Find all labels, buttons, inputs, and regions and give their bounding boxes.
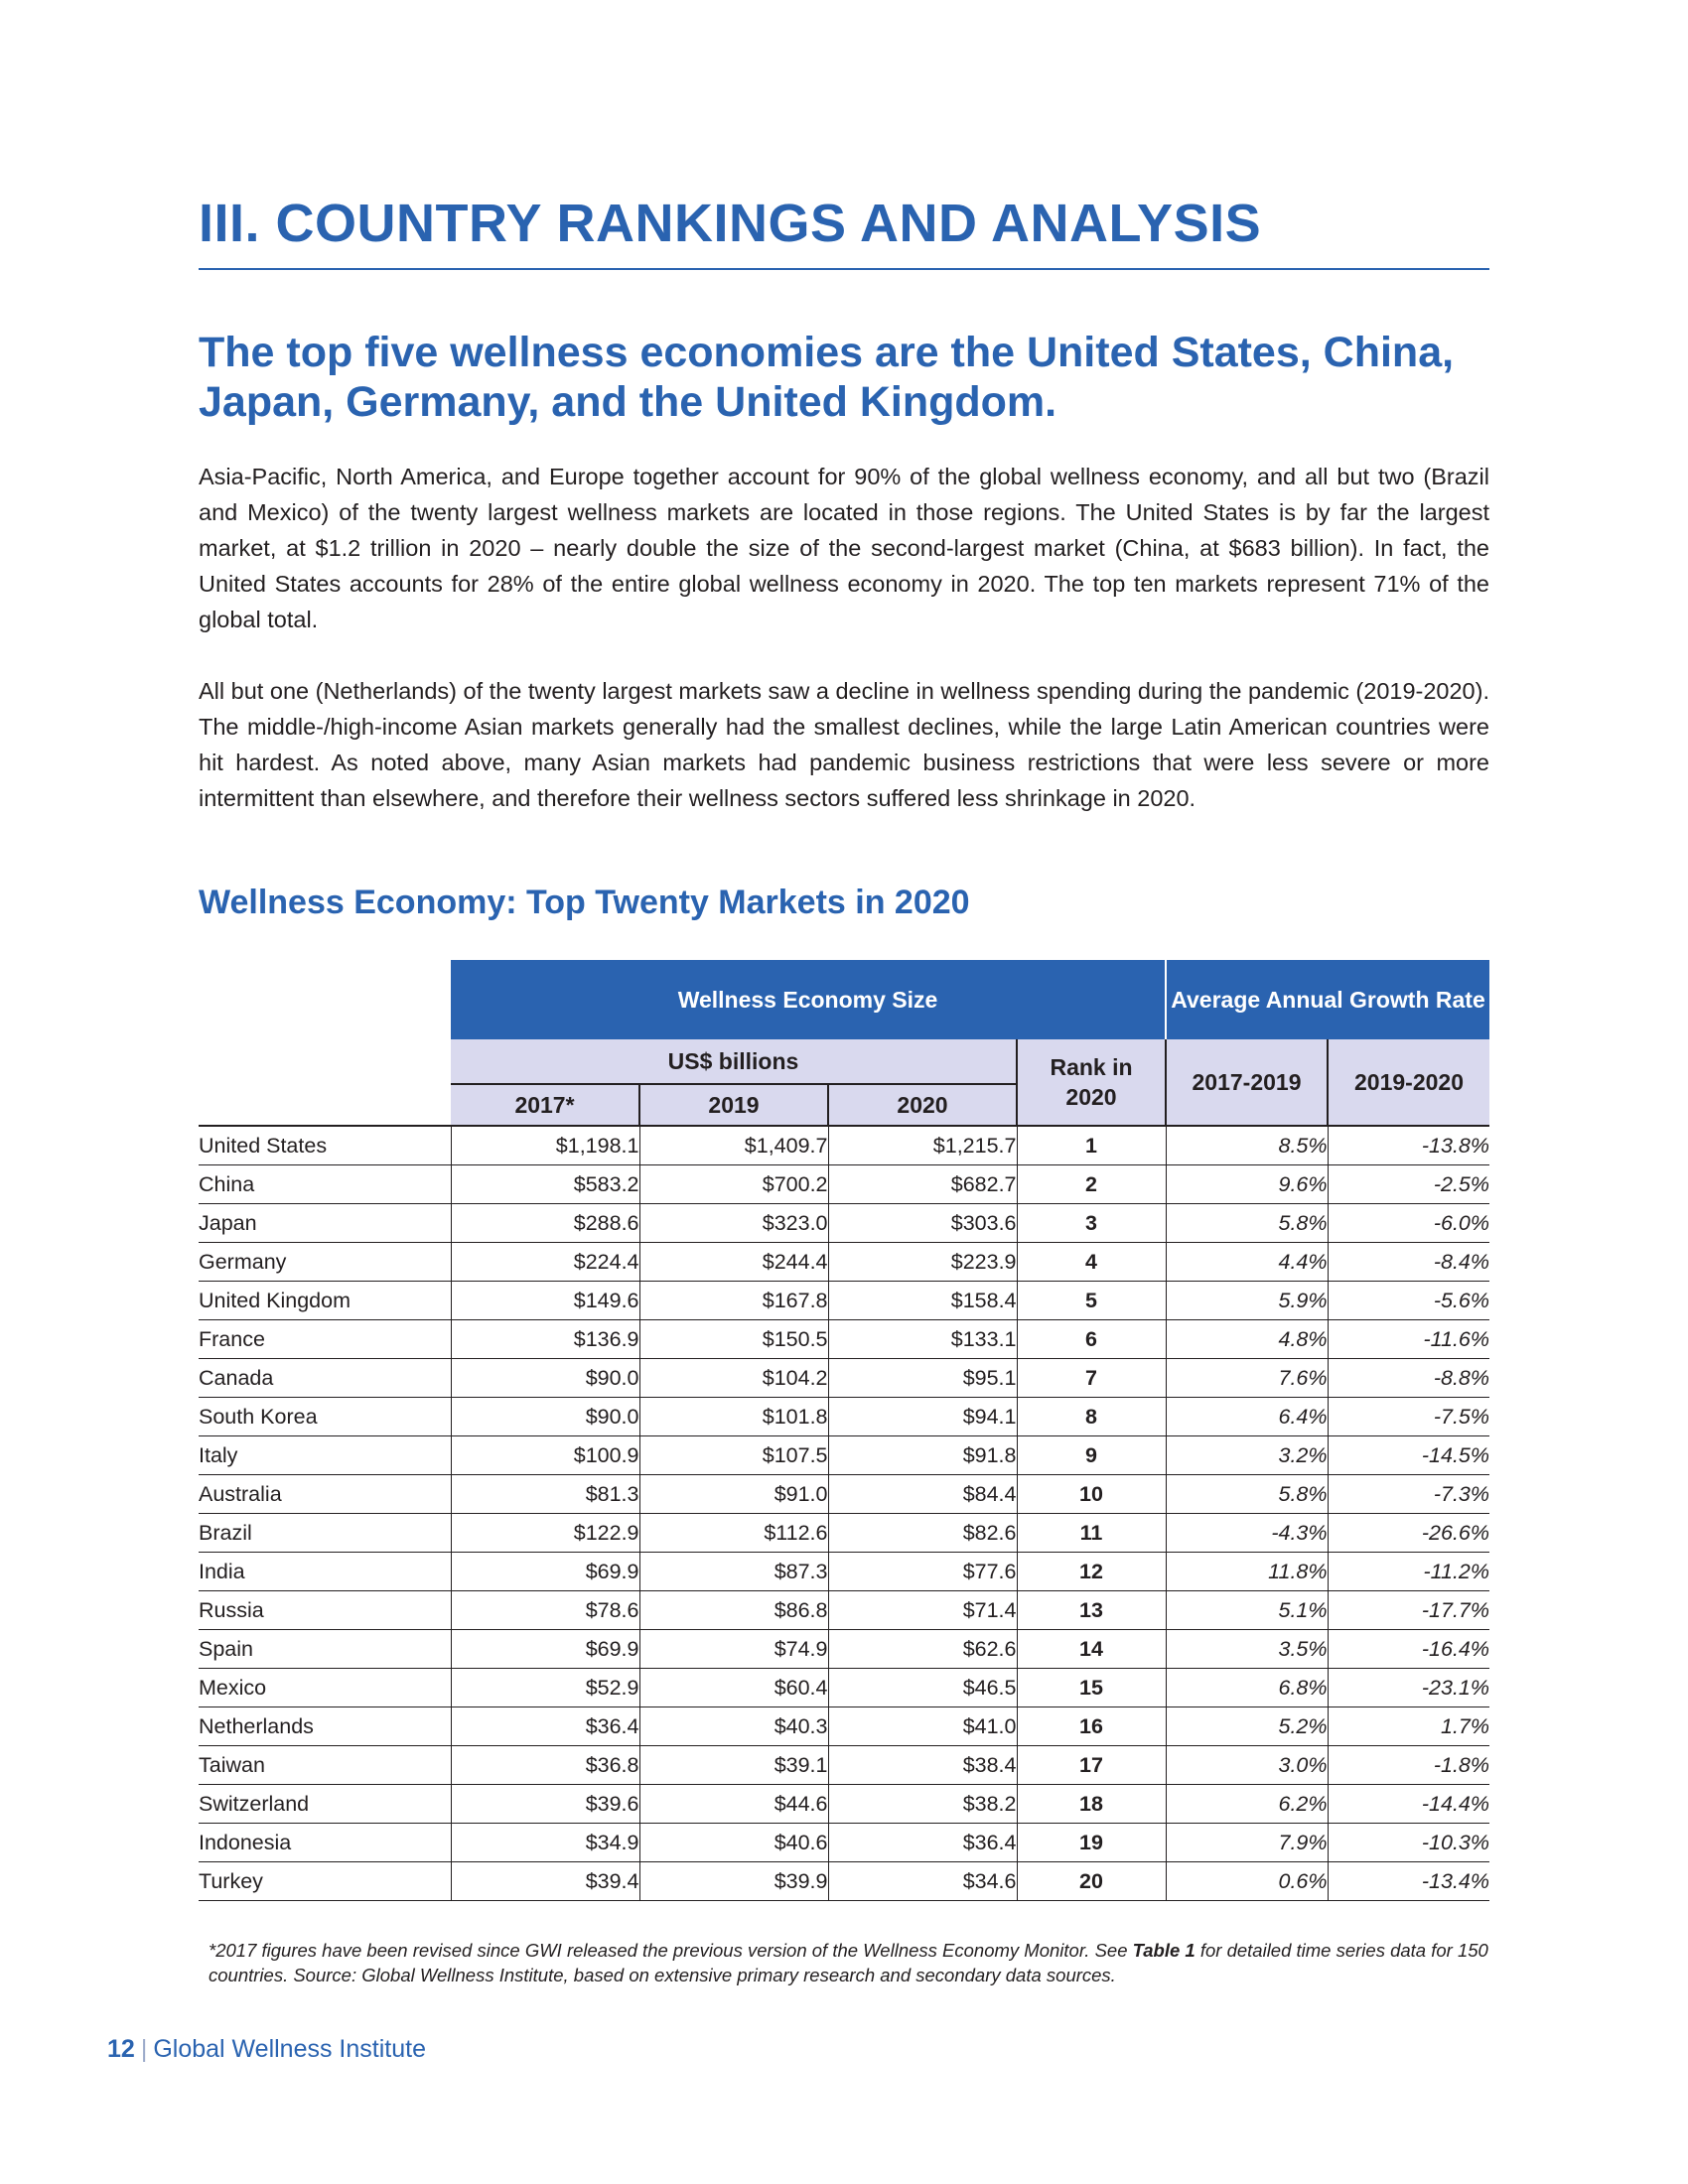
cell-growth-2017-2019: -4.3%: [1166, 1514, 1328, 1553]
cell-growth-2017-2019: 0.6%: [1166, 1862, 1328, 1901]
cell-growth-2019-2020: -2.5%: [1328, 1165, 1489, 1204]
cell-country: India: [199, 1553, 451, 1591]
cell-2017: $100.9: [451, 1436, 639, 1475]
footer-org: Global Wellness Institute: [153, 2035, 426, 2063]
header-wellness-economy-size: Wellness Economy Size: [451, 960, 1166, 1039]
cell-rank: 9: [1017, 1436, 1166, 1475]
cell-2020: $71.4: [828, 1591, 1017, 1630]
table-row: [199, 1475, 1489, 1514]
cell-2017: $81.3: [451, 1475, 639, 1514]
cell-rank: 20: [1017, 1862, 1166, 1901]
cell-country: Australia: [199, 1475, 451, 1514]
cell-rank: 19: [1017, 1824, 1166, 1862]
cell-growth-2017-2019: 5.2%: [1166, 1707, 1328, 1746]
cell-2017: $39.4: [451, 1862, 639, 1901]
cell-2017: $78.6: [451, 1591, 639, 1630]
header-rank: [1017, 1039, 1166, 1126]
cell-2019: $1,409.7: [639, 1126, 828, 1165]
cell-2020: $77.6: [828, 1553, 1017, 1591]
footer-separator: |: [140, 2035, 148, 2063]
cell-2017: $149.6: [451, 1282, 639, 1320]
paragraph-1: Asia-Pacific, North America, and Europe together account for 90% of the global wellness economy, and all but two (Brazil and Mexico) of the twenty largest wellness markets are located in those regions. The United States is by far the largest market, at $1.2 trillion in 2020 – nearly double the size of the second-largest market (China, at $683 billion). In fact, the United States accounts for 28% of the entire global wellness economy in 2020. The top ten markets represent 71% of the global total.: [199, 464, 1489, 632]
cell-2019: $112.6: [639, 1514, 828, 1553]
cell-growth-2017-2019: 4.8%: [1166, 1320, 1328, 1359]
cell-growth-2017-2019: 7.6%: [1166, 1359, 1328, 1398]
cell-growth-2019-2020: -13.4%: [1328, 1862, 1489, 1901]
section-title: III. COUNTRY RANKINGS AND ANALYSIS: [199, 195, 1489, 270]
cell-2019: $104.2: [639, 1359, 828, 1398]
cell-growth-2017-2019: 6.8%: [1166, 1669, 1328, 1707]
cell-country: South Korea: [199, 1398, 451, 1436]
cell-country: United Kingdom: [199, 1282, 451, 1320]
cell-growth-2019-2020: -13.8%: [1328, 1126, 1489, 1165]
cell-2017: $90.0: [451, 1359, 639, 1398]
table-row: [199, 1707, 1489, 1746]
table-row: [199, 1320, 1489, 1359]
cell-2017: $36.4: [451, 1707, 639, 1746]
cell-country: Spain: [199, 1630, 451, 1669]
cell-2017: $69.9: [451, 1630, 639, 1669]
header-year-2020: 2020: [828, 1084, 1017, 1126]
cell-2017: $224.4: [451, 1243, 639, 1282]
footnote: [209, 1938, 1489, 1987]
cell-rank: 8: [1017, 1398, 1166, 1436]
cell-country: France: [199, 1320, 451, 1359]
cell-growth-2019-2020: -23.1%: [1328, 1669, 1489, 1707]
cell-growth-2019-2020: -7.3%: [1328, 1475, 1489, 1514]
cell-2019: $86.8: [639, 1591, 828, 1630]
cell-2019: $39.9: [639, 1862, 828, 1901]
cell-growth-2019-2020: -10.3%: [1328, 1824, 1489, 1862]
cell-2020: $84.4: [828, 1475, 1017, 1514]
cell-growth-2019-2020: -26.6%: [1328, 1514, 1489, 1553]
cell-growth-2019-2020: -1.8%: [1328, 1746, 1489, 1785]
cell-growth-2019-2020: -14.4%: [1328, 1785, 1489, 1824]
table-title: Wellness Economy: Top Twenty Markets in 2020: [199, 884, 970, 921]
header-average-annual-growth-rate: Average Annual Growth Rate: [1166, 960, 1489, 1039]
header-unit: US$ billions: [451, 1039, 1017, 1084]
cell-2020: $223.9: [828, 1243, 1017, 1282]
cell-2020: $91.8: [828, 1436, 1017, 1475]
cell-growth-2019-2020: -14.5%: [1328, 1436, 1489, 1475]
table-row: [199, 1126, 1489, 1165]
header-growth-2017-2019: 2017-2019: [1166, 1039, 1328, 1126]
markets-table: [199, 960, 1489, 1901]
cell-2019: $150.5: [639, 1320, 828, 1359]
table-row: [199, 1243, 1489, 1282]
header-growth-2019-2020: 2019-2020: [1328, 1039, 1489, 1126]
cell-rank: 11: [1017, 1514, 1166, 1553]
cell-rank: 3: [1017, 1204, 1166, 1243]
table-row: [199, 1165, 1489, 1204]
cell-2017: $90.0: [451, 1398, 639, 1436]
cell-growth-2017-2019: 5.9%: [1166, 1282, 1328, 1320]
cell-2020: $682.7: [828, 1165, 1017, 1204]
table-row: [199, 1746, 1489, 1785]
cell-country: Russia: [199, 1591, 451, 1630]
cell-growth-2017-2019: 8.5%: [1166, 1126, 1328, 1165]
cell-rank: 10: [1017, 1475, 1166, 1514]
cell-rank: 13: [1017, 1591, 1166, 1630]
cell-2019: $91.0: [639, 1475, 828, 1514]
cell-2020: $158.4: [828, 1282, 1017, 1320]
cell-growth-2019-2020: -11.6%: [1328, 1320, 1489, 1359]
cell-2019: $167.8: [639, 1282, 828, 1320]
header-blank: [199, 960, 451, 1039]
cell-rank: 18: [1017, 1785, 1166, 1824]
cell-country: Netherlands: [199, 1707, 451, 1746]
cell-country: Germany: [199, 1243, 451, 1282]
table-row: [199, 1359, 1489, 1398]
cell-growth-2017-2019: 11.8%: [1166, 1553, 1328, 1591]
table-row: [199, 1514, 1489, 1553]
cell-2020: $38.4: [828, 1746, 1017, 1785]
cell-2019: $323.0: [639, 1204, 828, 1243]
paragraph-2: All but one (Netherlands) of the twenty largest markets saw a decline in wellness spending during the pandemic (2019-2020). The middle-/high-income Asian markets generally had the smallest declines, while the large Latin American countries were hit hardest. As noted above, many Asian markets had pandemic business restrictions that were less severe or more intermittent than elsewhere, and therefore their wellness sectors suffered less shrinkage in 2020.: [199, 678, 1489, 811]
cell-rank: 12: [1017, 1553, 1166, 1591]
table-row: [199, 1436, 1489, 1475]
cell-2020: $1,215.7: [828, 1126, 1017, 1165]
cell-2020: $95.1: [828, 1359, 1017, 1398]
cell-2020: $303.6: [828, 1204, 1017, 1243]
cell-2020: $34.6: [828, 1862, 1017, 1901]
header-blank: [199, 1039, 451, 1084]
cell-country: Turkey: [199, 1862, 451, 1901]
cell-growth-2017-2019: 5.8%: [1166, 1475, 1328, 1514]
cell-growth-2019-2020: -11.2%: [1328, 1553, 1489, 1591]
cell-2019: $40.6: [639, 1824, 828, 1862]
cell-country: Brazil: [199, 1514, 451, 1553]
cell-country: Mexico: [199, 1669, 451, 1707]
cell-2019: $44.6: [639, 1785, 828, 1824]
cell-2020: $46.5: [828, 1669, 1017, 1707]
footnote-text: *2017 figures have been revised since GWI released the previous version of the Wellness Economy Monitor. See: [209, 1940, 1133, 1961]
table-row: [199, 1553, 1489, 1591]
cell-2020: $94.1: [828, 1398, 1017, 1436]
cell-growth-2017-2019: 5.1%: [1166, 1591, 1328, 1630]
table-row: [199, 1591, 1489, 1630]
cell-growth-2019-2020: -16.4%: [1328, 1630, 1489, 1669]
table-row: [199, 1398, 1489, 1436]
cell-growth-2017-2019: 3.2%: [1166, 1436, 1328, 1475]
cell-country: United States: [199, 1126, 451, 1165]
cell-2019: $39.1: [639, 1746, 828, 1785]
cell-2019: $700.2: [639, 1165, 828, 1204]
table-row: [199, 1630, 1489, 1669]
cell-2017: $36.8: [451, 1746, 639, 1785]
cell-2019: $60.4: [639, 1669, 828, 1707]
cell-country: Taiwan: [199, 1746, 451, 1785]
header-year-2019: 2019: [639, 1084, 828, 1126]
cell-rank: 6: [1017, 1320, 1166, 1359]
cell-2019: $40.3: [639, 1707, 828, 1746]
cell-growth-2017-2019: 6.2%: [1166, 1785, 1328, 1824]
cell-2017: $1,198.1: [451, 1126, 639, 1165]
table-row: [199, 1669, 1489, 1707]
cell-rank: 4: [1017, 1243, 1166, 1282]
cell-2019: $244.4: [639, 1243, 828, 1282]
cell-rank: 1: [1017, 1126, 1166, 1165]
cell-growth-2019-2020: -17.7%: [1328, 1591, 1489, 1630]
cell-rank: 14: [1017, 1630, 1166, 1669]
cell-2019: $101.8: [639, 1398, 828, 1436]
cell-country: China: [199, 1165, 451, 1204]
cell-country: Indonesia: [199, 1824, 451, 1862]
cell-2019: $107.5: [639, 1436, 828, 1475]
table-row: [199, 1204, 1489, 1243]
cell-growth-2017-2019: 6.4%: [1166, 1398, 1328, 1436]
table-body: [199, 1126, 1489, 1901]
cell-growth-2019-2020: -8.8%: [1328, 1359, 1489, 1398]
cell-growth-2017-2019: 7.9%: [1166, 1824, 1328, 1862]
cell-country: Italy: [199, 1436, 451, 1475]
cell-growth-2017-2019: 3.5%: [1166, 1630, 1328, 1669]
cell-growth-2017-2019: 9.6%: [1166, 1165, 1328, 1204]
cell-2017: $39.6: [451, 1785, 639, 1824]
table-row: [199, 1824, 1489, 1862]
cell-rank: 15: [1017, 1669, 1166, 1707]
cell-rank: 5: [1017, 1282, 1166, 1320]
cell-growth-2017-2019: 3.0%: [1166, 1746, 1328, 1785]
cell-2017: $52.9: [451, 1669, 639, 1707]
page-number: 12: [107, 2035, 135, 2063]
cell-growth-2019-2020: 1.7%: [1328, 1707, 1489, 1746]
cell-2020: $62.6: [828, 1630, 1017, 1669]
cell-2020: $36.4: [828, 1824, 1017, 1862]
cell-country: Switzerland: [199, 1785, 451, 1824]
cell-rank: 17: [1017, 1746, 1166, 1785]
cell-growth-2019-2020: -8.4%: [1328, 1243, 1489, 1282]
cell-rank: 7: [1017, 1359, 1166, 1398]
table-row: [199, 1862, 1489, 1901]
cell-2017: $136.9: [451, 1320, 639, 1359]
cell-2019: $74.9: [639, 1630, 828, 1669]
header-year-2017: 2017*: [451, 1084, 639, 1126]
cell-2017: $583.2: [451, 1165, 639, 1204]
cell-2020: $41.0: [828, 1707, 1017, 1746]
cell-growth-2019-2020: -7.5%: [1328, 1398, 1489, 1436]
table-row: [199, 1785, 1489, 1824]
table-row: [199, 1282, 1489, 1320]
cell-2020: $82.6: [828, 1514, 1017, 1553]
cell-rank: 16: [1017, 1707, 1166, 1746]
cell-growth-2019-2020: -6.0%: [1328, 1204, 1489, 1243]
page-footer: [107, 2035, 426, 2064]
cell-country: Canada: [199, 1359, 451, 1398]
cell-2017: $288.6: [451, 1204, 639, 1243]
cell-growth-2019-2020: -5.6%: [1328, 1282, 1489, 1320]
cell-growth-2017-2019: 5.8%: [1166, 1204, 1328, 1243]
header-blank: [199, 1084, 451, 1126]
headline: The top five wellness economies are the United States, China, Japan, Germany, and the United Kingdom.: [199, 329, 1455, 426]
header-rank-label: Rank in 2020: [1050, 1054, 1133, 1110]
footnote-text-end: for detailed time series data for 150 countries. Source: Global Wellness Institute, based on extensive primary research and secondary data sources.: [209, 1940, 1488, 1985]
cell-2017: $122.9: [451, 1514, 639, 1553]
cell-growth-2017-2019: 4.4%: [1166, 1243, 1328, 1282]
cell-country: Japan: [199, 1204, 451, 1243]
cell-2019: $87.3: [639, 1553, 828, 1591]
cell-2020: $38.2: [828, 1785, 1017, 1824]
footnote-table-ref: Table 1: [1132, 1940, 1196, 1961]
cell-2017: $69.9: [451, 1553, 639, 1591]
cell-2020: $133.1: [828, 1320, 1017, 1359]
cell-rank: 2: [1017, 1165, 1166, 1204]
cell-2017: $34.9: [451, 1824, 639, 1862]
